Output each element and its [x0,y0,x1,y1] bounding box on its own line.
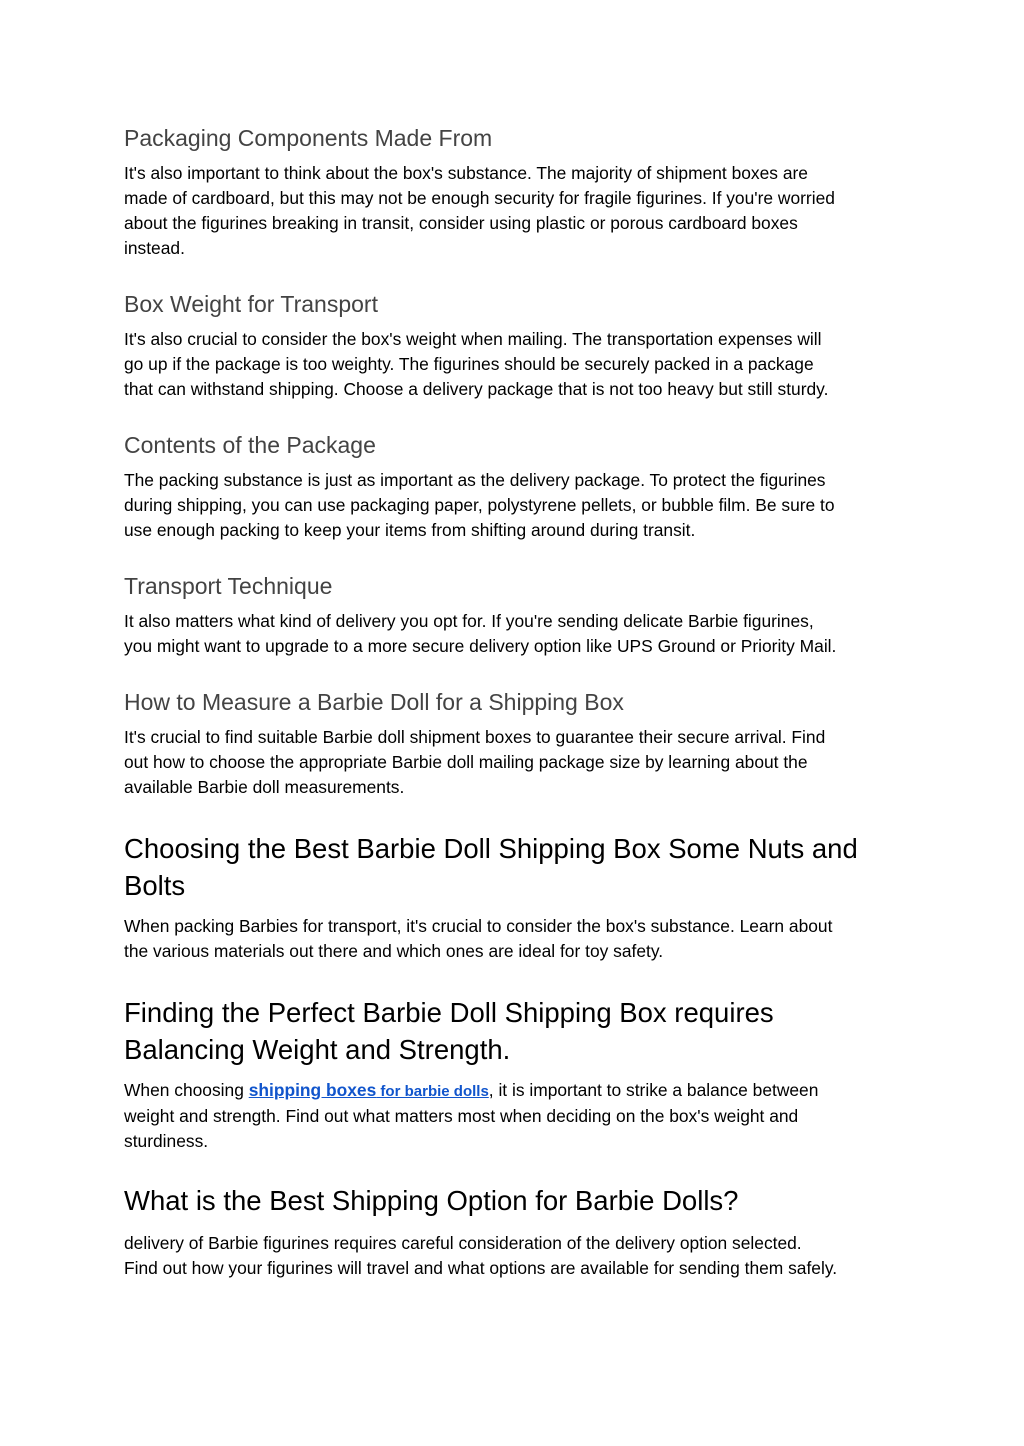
body-text: When choosing [124,1080,249,1100]
body-line: during shipping, you can use packaging paper, polystyrene pellets, or bubble film. Be sure to [124,495,835,515]
body-line: available Barbie doll measurements. [124,777,405,797]
major-body-finding-perfect-box [124,1078,914,1154]
heading-line: Balancing Weight and Strength. [124,1034,511,1065]
major-heading-finding-perfect-box [124,994,914,1068]
section-heading-measure-barbie: How to Measure a Barbie Doll for a Shipping Box [124,689,624,715]
major-body-choosing-best-box [124,914,914,964]
section-heading-packaging-components: Packaging Components Made From [124,125,493,151]
body-line: weight and strength. Find out what matters most when deciding on the box's weight and [124,1106,799,1126]
body-line: The packing substance is just as important as the delivery package. To protect the figurines [124,470,826,490]
section-body-packaging-components [124,161,914,261]
body-line: It also matters what kind of delivery you opt for. If you're sending delicate Barbie figurines, [124,611,814,631]
body-line: When packing Barbies for transport, it's crucial to consider the box's substance. Learn about [124,916,833,936]
body-line: use enough packing to keep your items from shifting around during transit. [124,520,696,540]
section-body-contents-of-package [124,468,914,543]
section-body-transport-technique [124,609,914,659]
heading-line: Choosing the Best Barbie Doll Shipping Box Some Nuts and [124,833,858,864]
major-heading-best-shipping-option [124,1182,914,1219]
body-line: instead. [124,238,185,258]
body-line: It's crucial to find suitable Barbie doll shipment boxes to guarantee their secure arrival. Find [124,727,826,747]
body-line: out how to choose the appropriate Barbie doll mailing package size by learning about the [124,752,808,772]
body-line: go up if the package is too weighty. The figurines should be securely packed in a package [124,354,814,374]
major-body-best-shipping-option [124,1231,914,1281]
major-heading-choosing-best-box [124,830,914,904]
body-line-with-link [124,1078,914,1104]
heading-line: Finding the Perfect Barbie Doll Shipping Box requires [124,997,774,1028]
body-line: the various materials out there and which ones are ideal for toy safety. [124,941,664,961]
body-line: about the figurines breaking in transit, consider using plastic or porous cardboard boxes [124,213,798,233]
shipping-boxes-link[interactable] [249,1080,489,1100]
heading-line: What is the Best Shipping Option for Barbie Dolls? [124,1185,739,1216]
section-heading-contents-of-package: Contents of the Package [124,432,376,458]
body-line: It's also important to think about the box's substance. The majority of shipment boxes are [124,163,808,183]
body-line: It's also crucial to consider the box's weight when mailing. The transportation expenses will [124,329,822,349]
link-text-small[interactable]: for barbie dolls [376,1083,489,1100]
heading-line: Bolts [124,870,186,901]
body-line: sturdiness. [124,1131,209,1151]
body-line: you might want to upgrade to a more secure delivery option like UPS Ground or Priority Mail. [124,636,837,656]
section-heading-box-weight: Box Weight for Transport [124,291,378,317]
body-line: Find out how your figurines will travel and what options are available for sending them safely. [124,1258,838,1278]
section-body-measure-barbie [124,725,914,800]
body-line: delivery of Barbie figurines requires careful consideration of the delivery option selected. [124,1233,802,1253]
section-body-box-weight [124,327,914,402]
section-heading-transport-technique: Transport Technique [124,573,333,599]
body-line: made of cardboard, but this may not be enough security for fragile figurines. If you're worried [124,188,835,208]
body-text: , it is important to strike a balance between [488,1080,819,1100]
body-line: that can withstand shipping. Choose a delivery package that is not too heavy but still sturdy. [124,379,829,399]
link-text-main[interactable]: shipping boxes [248,1080,377,1100]
